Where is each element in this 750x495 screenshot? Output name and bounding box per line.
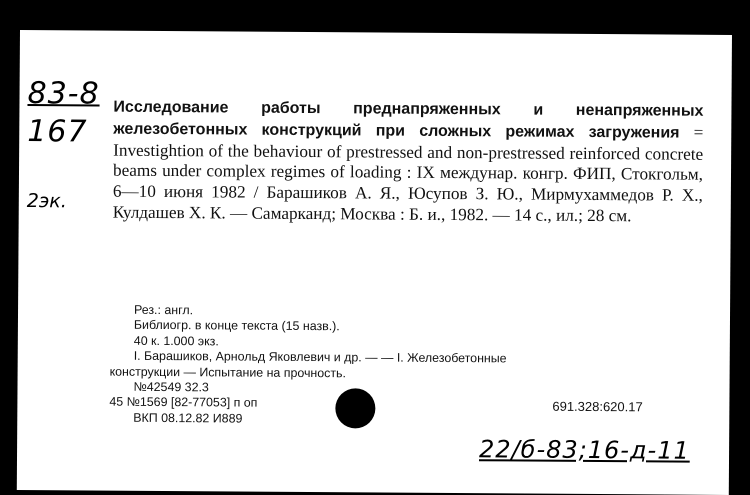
- tracing-line-2: конструкции — Испытание на прочность.: [109, 364, 347, 380]
- entry-title: Исследование работы преднапряженных и ненапряженных железобетонных конструкций при сложных режимах загружения: [113, 98, 704, 142]
- handwritten-bottom-note: 22/б-83;16-д-11: [478, 435, 690, 465]
- handwritten-copies-note: 2эк.: [26, 190, 67, 213]
- registration-number-2: 45 №1569 [82-77053] п оп: [109, 395, 258, 411]
- handwritten-shelf-code: 83-8: [27, 76, 100, 112]
- bibliography-note: Библиогр. в конце текста (15 назв.).: [133, 318, 340, 334]
- entry-body: = Investightion of the behaviour of prestressed and non-prestressed reinforced concrete beams under complex regimes of loading : IX междунар. конгр. ФИП, Стокгольм, 6—10 июня 1982 / Барашиков А. Я., Юсупов З. Ю., Мирмухаммедов Р. Х., Кулдашев Х. К. — Самарканд; Москва : Б. и., 1982. — 14 с., ил.; 28 см.: [112, 122, 704, 226]
- handwritten-shelf-number: 167: [27, 114, 88, 150]
- udc-code: 691.328:620.17: [552, 398, 643, 415]
- registration-number-1: №42549 32.3: [133, 379, 209, 395]
- bibliographic-entry: [113, 97, 704, 228]
- punch-hole: [335, 388, 375, 428]
- tracing-line-1: I. Барашиков, Арнольд Яковлевич и др. — — I. Железобетонные: [133, 349, 507, 366]
- summary-note: Рез.: англ.: [134, 302, 194, 318]
- price-note: 40 к. 1.000 экз.: [133, 333, 219, 349]
- entry-paragraph: [113, 97, 704, 228]
- catalog-card: [17, 30, 732, 495]
- vkp-stamp: ВКП 08.12.82 И889: [133, 410, 243, 426]
